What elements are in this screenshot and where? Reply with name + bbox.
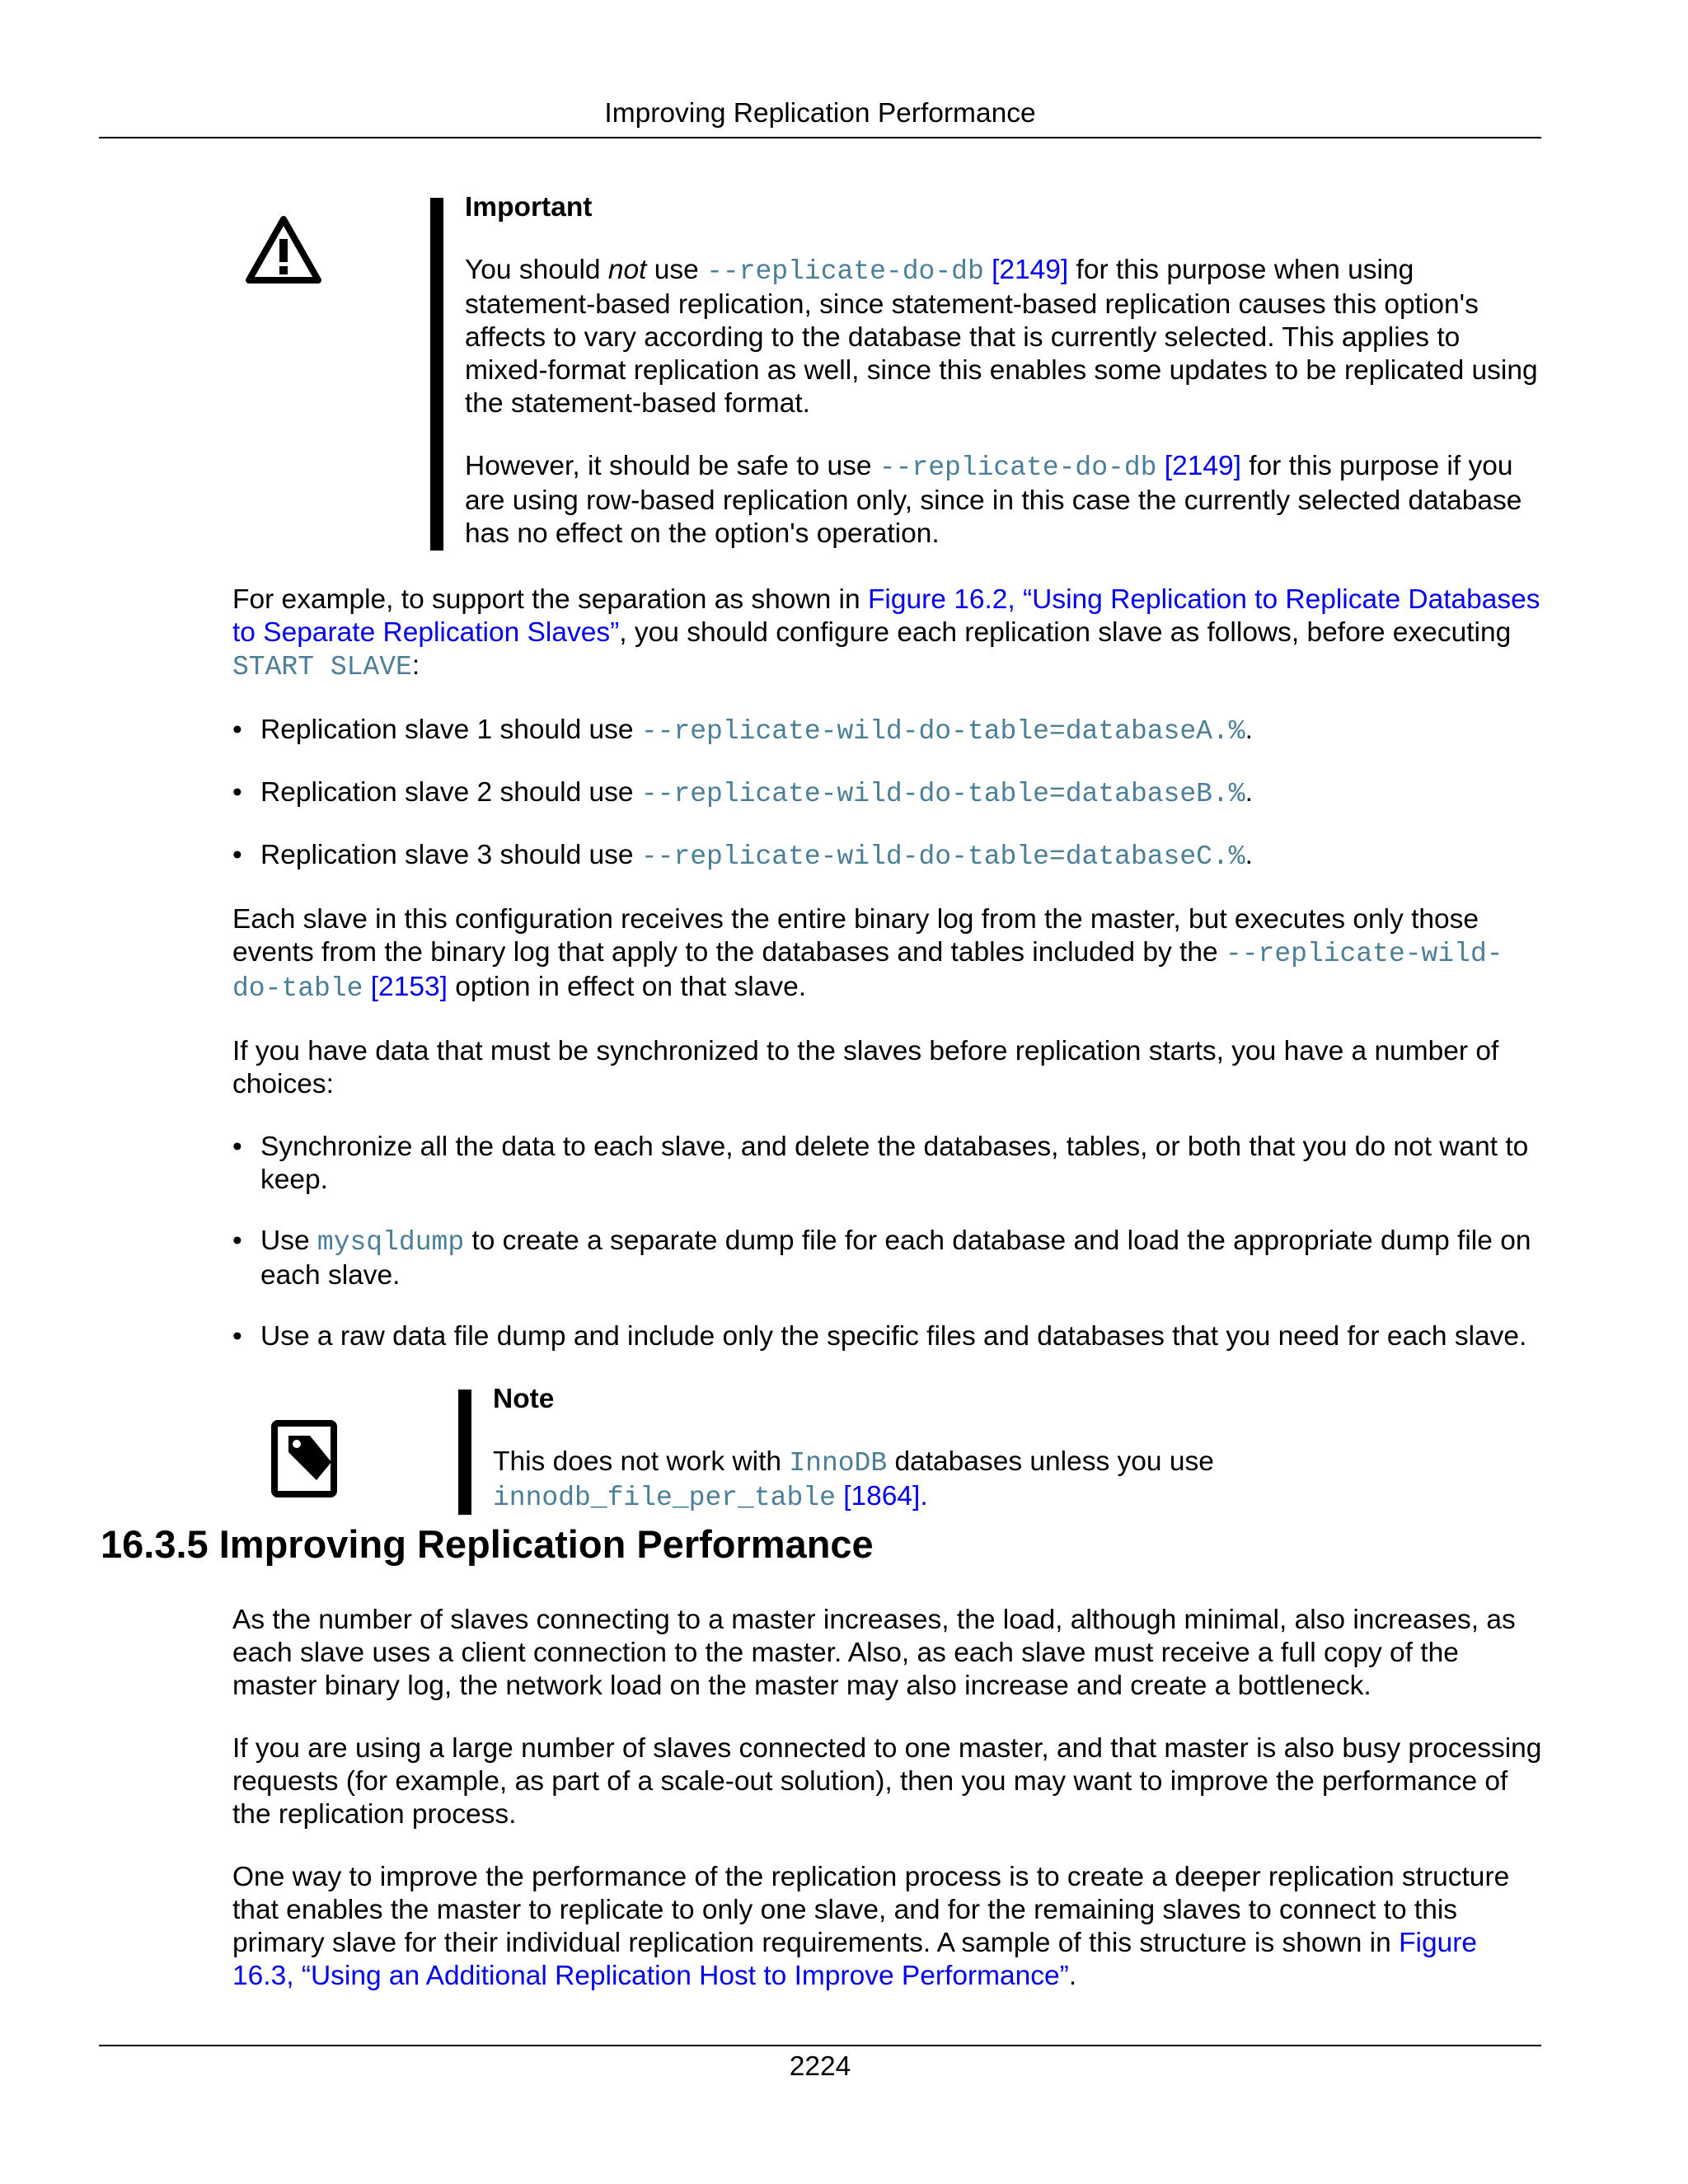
slave-config-list — [232, 714, 1543, 874]
page-number: 2224 — [789, 2051, 851, 2082]
innodb-code: InnoDB — [789, 1448, 888, 1479]
choices-list — [232, 1131, 1543, 1353]
section-heading: 16.3.5 Improving Replication Performance — [101, 1522, 874, 1566]
important-admonition — [232, 191, 1543, 551]
note-paragraph: This does not work with InnoDB databases unless you use innodb_file_per_table [1864]. — [493, 1446, 1214, 1513]
important-bar — [430, 198, 443, 551]
section-paragraph-1: As the number of slaves connecting to a master increases, the load, although minimal, also increases, as each slave uses a client connection to the master. Also, as each slave must receive a full copy of the master binary log, the network load on the master may also increase and create a bottleneck. — [232, 1605, 1516, 1701]
note-body — [493, 1383, 1543, 1515]
important-paragraph-1: You should not use --replicate-do-db [2149] for this purpose when using statement-based replication, since statement-based replication causes this option's affects to vary according to the database that is currently selected. This applies to mixed-format replication as well, since this enables some updates to be replicated using the statement-based format. — [465, 255, 1538, 419]
header-rule — [99, 137, 1541, 138]
ref-link-2149-2[interactable]: [2149] — [1164, 451, 1241, 481]
page-header: Improving Replication Performance — [604, 98, 1036, 129]
list-item: • Synchronize all the data to each slave, and delete the databases, tables, or both that you do not want to keep. — [232, 1131, 1543, 1197]
list-item: • Replication slave 1 should use --replicate-wild-do-table=databaseA.%. — [232, 714, 1543, 748]
sync-intro-paragraph: If you have data that must be synchronized to the slaves before replication starts, you have a number of choices: — [232, 1036, 1499, 1099]
list-item: • Replication slave 3 should use --replicate-wild-do-table=databaseC.%. — [232, 839, 1543, 874]
ref-link-2153[interactable]: [2153] — [370, 972, 448, 1002]
warning-icon — [244, 214, 323, 293]
option-replicate-do-db-2: --replicate-do-db — [879, 452, 1157, 483]
innodb-file-per-table-link[interactable]: innodb_file_per_table — [493, 1483, 836, 1513]
ref-link-1864[interactable]: [1864] — [843, 1481, 921, 1511]
list-item: • Use mysqldump to create a separate dump file for each database and load the appropriate dump file on each slave. — [232, 1225, 1543, 1292]
footer-rule — [99, 2045, 1541, 2046]
main-content — [232, 191, 1543, 1515]
figure-16-2-link[interactable]: Figure 16.2, “Using Replication to Replicate Databases to Separate Replication Slaves” — [232, 584, 1540, 648]
option-replicate-wild-do-table: --replicate-wild-do-table — [232, 939, 1503, 1004]
start-slave-code: START SLAVE — [232, 652, 412, 682]
important-body — [465, 191, 1543, 551]
section-body — [232, 1604, 1543, 1993]
note-icon — [270, 1419, 341, 1507]
important-paragraph-2: However, it should be safe to use --replicate-do-db [2149] for this purpose if you are using row-based replication only, since in this case the currently selected database has no effect on the option's operation. — [465, 451, 1522, 549]
list-item: • Replication slave 2 should use --replicate-wild-do-table=databaseB.%. — [232, 776, 1543, 811]
note-bar — [458, 1390, 471, 1515]
section-paragraph-3: One way to improve the performance of the replication process is to create a deeper replication structure that enables the master to replicate to only one slave, and for the remaining slaves to connect to this primary slave for their individual replication requirements. A sample of this structure is shown in Figure 16.3, “Using an Additional Replication Host to Improve Performance”. — [232, 1862, 1510, 1991]
note-admonition — [232, 1383, 1543, 1515]
mysqldump-code: mysqldump — [316, 1227, 465, 1258]
option-replicate-do-db: --replicate-do-db — [706, 256, 984, 287]
ref-link-2149[interactable]: [2149] — [992, 255, 1069, 285]
each-slave-paragraph: Each slave in this configuration receives the entire binary log from the master, but executes only those events from the binary log that apply to the databases and tables included by the --replicate-wild-do-table [2153] option in effect on that slave. — [232, 904, 1503, 1004]
important-title: Important — [465, 192, 593, 223]
example-paragraph: For example, to support the separation as shown in Figure 16.2, “Using Replication to Replicate Databases to Separate Replication Slaves”, you should configure each replication slave as follows, before executing START SLAVE: — [232, 584, 1540, 682]
figure-16-3-link[interactable]: Figure 16.3, “Using an Additional Replication Host to Improve Performance” — [232, 1928, 1478, 1991]
section-paragraph-2: If you are using a large number of slaves connected to one master, and that master is also busy processing requests (for example, as part of a scale-out solution), then you may want to improve the performance of the replication process. — [232, 1733, 1542, 1830]
note-title: Note — [493, 1384, 555, 1414]
list-item: • Use a raw data file dump and include only the specific files and databases that you need for each slave. — [232, 1320, 1543, 1353]
